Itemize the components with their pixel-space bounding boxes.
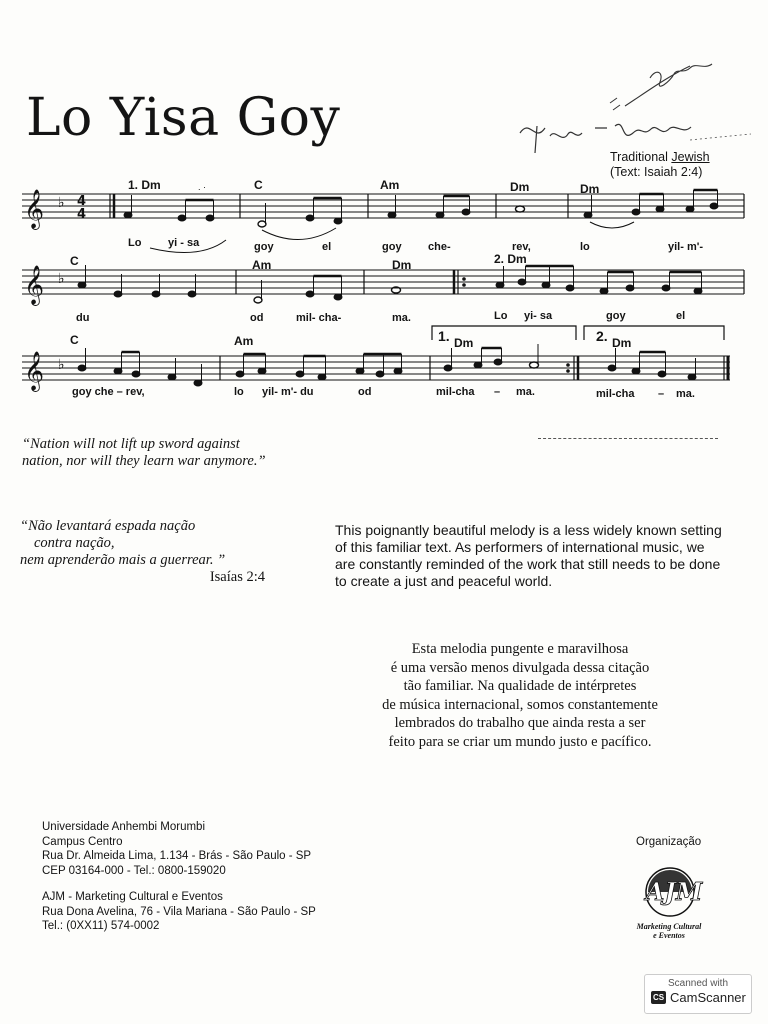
svg-text:AJM: AJM — [645, 877, 703, 906]
lyric: che- — [428, 241, 451, 253]
footer-line: Rua Dona Avelina, 76 - Vila Mariana - São Paulo - SP — [42, 905, 316, 918]
lyric: goy — [606, 310, 626, 322]
lyric: lo — [580, 241, 590, 253]
scanner-brand: CamScanner — [670, 990, 746, 1005]
lyric: mil- cha- — [296, 312, 342, 324]
svg-text:.: . — [198, 182, 201, 192]
quote-portuguese — [20, 518, 275, 586]
volta-brackets — [432, 326, 724, 340]
lyric: goy — [254, 241, 274, 253]
ajm-caption — [630, 922, 708, 940]
lyric: od — [250, 312, 264, 324]
svg-text:4: 4 — [77, 194, 87, 209]
camscanner-icon: CS — [652, 993, 665, 1002]
paragraph-english: This poignantly beautiful melody is a less widely known setting of this familiar text. As performers of international music, we are constantly reminded of the work that still needs to be done to create a just and peaceful world. — [335, 522, 722, 589]
lyric: ma. — [516, 386, 535, 398]
footer-line: AJM - Marketing Cultural e Eventos — [42, 891, 223, 903]
chord-dm: Dm — [612, 336, 632, 350]
repeat-dots — [462, 277, 570, 373]
footer-line: Tel.: (0XX11) 574-0002 — [42, 920, 160, 932]
lyric: – — [494, 386, 501, 398]
paragraph-pt-line: de música internacional, somos constantemente — [382, 696, 658, 713]
ending-2-label: 2. — [596, 328, 608, 344]
quote-pt-line: nem aprenderão mais a guerrear. ” — [20, 552, 226, 568]
lyric: Lo — [128, 237, 142, 249]
quote-pt-line: contra nação, — [34, 535, 115, 551]
camscanner-watermark — [644, 974, 752, 1014]
lyric: goy che – rev, — [72, 386, 145, 398]
lyric: – — [658, 388, 665, 400]
sheet-music — [0, 0, 768, 420]
lyric: Lo — [494, 310, 508, 322]
lyric: el — [676, 310, 686, 322]
organizer-label: Organização — [636, 836, 702, 848]
quote-pt-line: “Não levantará espada nação — [20, 518, 196, 534]
lyric: lo — [234, 386, 244, 398]
scanner-caption: Scanned with — [667, 978, 729, 989]
lyric: rev, — [512, 241, 531, 253]
svg-text:𝄞: 𝄞 — [24, 351, 45, 391]
attribution-text-source: (Text: Isaiah 2:4) — [610, 165, 703, 179]
svg-text:♭: ♭ — [58, 271, 65, 287]
time-signature — [77, 194, 86, 222]
lyric: yi- sa — [524, 310, 553, 322]
svg-text:♭: ♭ — [58, 195, 65, 211]
svg-text:𝄞: 𝄞 — [24, 189, 45, 229]
chord-dm: Dm — [580, 182, 600, 196]
attribution-jewish: Jewish — [671, 150, 710, 164]
key-signatures — [58, 195, 65, 373]
chord-1-dm: 1. Dm — [128, 178, 161, 192]
lyric: el — [322, 241, 332, 253]
lyric: mil-cha — [436, 386, 475, 398]
chord-am: Am — [252, 258, 272, 272]
chord-c: C — [254, 178, 263, 192]
ending-1-label: 1. — [438, 328, 450, 344]
paragraph-pt-line: Esta melodia pungente e maravilhosa — [411, 641, 629, 657]
treble-clefs — [24, 189, 44, 392]
paragraph-pt-line: é uma versão menos divulgada dessa citação — [390, 659, 650, 676]
song-title: Lo Yisa Goy — [26, 88, 341, 148]
lyric: goy — [382, 241, 402, 253]
chord-am: Am — [380, 178, 400, 192]
quote-pt-reference: Isaías 2:4 — [209, 569, 265, 585]
footer-line: CEP 03164-000 - Tel.: 0800-159020 — [42, 864, 226, 877]
lyric: yil- m'- du — [262, 386, 314, 398]
chord-c: C — [70, 333, 79, 347]
chord-2-dm: 2. Dm — [494, 252, 527, 266]
svg-text:4: 4 — [77, 207, 87, 222]
divider-dashes — [538, 438, 718, 440]
ajm-caption-line: Marketing Cultural — [636, 922, 702, 931]
chord-dm: Dm — [454, 336, 474, 350]
lyric: od — [358, 386, 372, 398]
ajm-caption-line: e Eventos — [653, 931, 685, 940]
lyric: mil-cha — [596, 388, 635, 400]
svg-text:𝄞: 𝄞 — [24, 265, 45, 305]
chord-am: Am — [234, 334, 254, 348]
attribution-origin: Traditional — [610, 150, 672, 164]
quote-english: “Nation will not lift up sword against nation, nor will they learn war anymore.” — [22, 436, 266, 469]
lyric: ma. — [676, 388, 695, 400]
svg-text:♭: ♭ — [58, 357, 65, 373]
paragraph-pt-line: tão familiar. Na qualidade de intérpretes — [403, 678, 637, 694]
paragraph-pt-line: lembrados do trabalho que ainda resta a ser — [394, 715, 646, 731]
footer-line: Universidade Anhembi Morumbi — [42, 821, 205, 833]
paragraph-portuguese — [340, 640, 700, 751]
chord-dm: Dm — [510, 180, 530, 194]
lyric: du — [76, 312, 90, 324]
paragraph-pt-line: feito para se criar um mundo justo e pacífico. — [388, 733, 652, 750]
lyric: ma. — [392, 312, 411, 324]
lyric: yil- m'- — [668, 241, 704, 253]
footer-addresses — [42, 820, 316, 934]
chord-dm: Dm — [392, 258, 412, 272]
svg-text:·: · — [203, 182, 206, 192]
chord-c: C — [70, 254, 79, 268]
lyric: yi - sa — [168, 237, 200, 249]
footer-line: Rua Dr. Almeida Lima, 1.134 - Brás - São Paulo - SP — [42, 850, 312, 862]
footer-line: Campus Centro — [42, 835, 123, 848]
fermata-dots — [198, 182, 206, 192]
